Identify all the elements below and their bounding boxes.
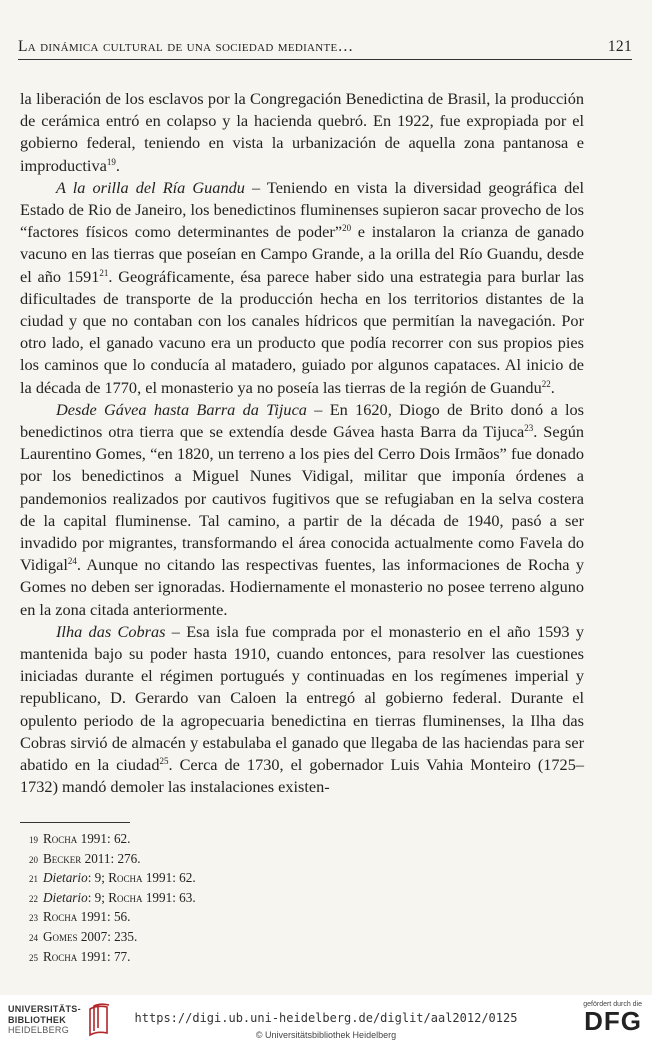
footnote-number: 23 <box>29 913 38 924</box>
footnote-text: Rocha 1991: 77. <box>43 948 131 964</box>
footnote-text: Rocha 1991: 62. <box>43 831 131 846</box>
footnote-rule <box>20 822 130 823</box>
digitization-footer <box>0 995 652 1049</box>
author-name: Rocha <box>108 889 143 905</box>
footnote-number: 21 <box>29 874 38 885</box>
footnote-text: Rocha 1991: 56. <box>43 909 131 925</box>
footnote-ref[interactable]: 25 <box>159 756 169 767</box>
running-title: La dinámica cultural de una sociedad mediante… <box>18 38 354 55</box>
footnote <box>20 850 420 870</box>
funder-logo-text: DFG <box>584 1006 642 1036</box>
footnote-text: Gomes 2007: 235. <box>43 928 138 944</box>
footnote-number: 25 <box>29 952 38 963</box>
footnote-number: 24 <box>29 932 38 943</box>
footnote-ref[interactable]: 22 <box>541 378 551 389</box>
footnote-ref[interactable]: 21 <box>99 267 109 278</box>
copyright-notice: © Universitätsbibliothek Heidelberg <box>255 1030 397 1040</box>
footnote-number: 22 <box>29 893 38 904</box>
library-name-line2: BIBLIOTHEK <box>8 1014 66 1025</box>
author-name: Rocha <box>43 909 78 925</box>
footnote <box>20 869 420 889</box>
library-name-line3: HEIDELBERG <box>8 1025 70 1036</box>
footnote <box>20 948 420 968</box>
author-name: Rocha <box>108 870 143 886</box>
author-name: Rocha <box>43 831 78 846</box>
library-name-line1: UNIVERSITÄTS- <box>8 1004 81 1015</box>
author-name: Gomes <box>43 928 78 944</box>
running-head <box>18 38 632 60</box>
funder-note: gefördert durch die <box>583 1001 642 1008</box>
footnote-ref[interactable]: 24 <box>67 556 77 567</box>
author-name: Becker <box>43 850 82 866</box>
paragraph: Ilha das Cobras – Esa isla fue comprada por el monasterio en el año 1593 y mantenida bajo su poder hasta 1910, cuando entonces, para resolver las cuestiones iniciadas durante el régimen portugués y continuadas en los regímenes imperial y republicano, D. Gerardo van Caloen la entregó al gobierno federal. Durante el opulento periodo de la agropecuaria benedictina en tierras fluminenses, la Ilha das Cobras sirvió de almacén y estabulaba el ganado que llegaba de las haciendas para ser abatido en la ciudad$^{25}$. Cerca de 1730, el gobernador Luis Vahia Monteiro (1725–1732) mandó demoler las instalaciones existen- <box>20 621 584 797</box>
author-name: Rocha <box>43 948 78 964</box>
section-heading: Dietario <box>43 889 88 905</box>
footnotes <box>20 830 420 967</box>
paragraph: Desde Gávea hasta Barra da Tijuca – En 1620, Diogo de Brito donó a los benedictinos otra tierra que se extendía desde Gávea hasta Barra da Tijuca$^{23}$. Según Laurentino Gomes, “en 1820, un terreno a los pies del Cerro Dois Irmãos” fue donado por los benedictinos a Miguel Nunes Vidigal, militar que imponía órdenes a pandemonios realizados por cautivos fugitivos que se refugiaban en la selva costera de la capital fluminense. Tal camino, a partir de la década de 1940, pasó a ser invadido por migrantes, transformando el área conocida actualmente como Favela do Vidigal$^{24}$. Aunque no citando las respectivas fuentes, las informaciones de Rocha y Gomes no deben ser ignoradas. Hodiernamente el monasterio no posee terreno alguno en la zona citada anteriormente. <box>20 399 585 619</box>
footnote-number: 20 <box>29 854 38 865</box>
footnote <box>20 908 420 928</box>
section-heading: Desde Gávea hasta Barra da Tijuca <box>56 399 307 419</box>
section-heading: Dietario <box>43 870 88 886</box>
footnote-text: Becker 2011: 276. <box>43 850 141 866</box>
section-heading: A la orilla del Ría Guandu <box>56 177 245 197</box>
paragraph: A la orilla del Ría Guandu – Teniendo en vista la diversidad geográfica del Estado de Rio de Janeiro, los benedictinos fluminenses supieron sacar provecho de los “factores físicos como determinantes de poder”$^{20}$ e instalaron la crianza de ganado vacuno en las tierras que poseían en Campo Grande, a la orilla del Río Guandu, desde el año 1591$^{21}$. Geográficamente, ésa parece haber sido una estrategia para burlar las dificultades de transporte de la producción hecha en los territorios distantes de la ciudad y que no contaban con los canales hídricos que permitían la navegación. Por otro lado, el ganado vacuno era un producto que podía recorrer con sus propios pies los caminos que lo conducía al matadero, guiado por algunos capataces. Al inicio de la década de 1770, el monasterio ya no poseía las tierras de la región de Guandu$^{22}$. <box>20 177 584 397</box>
page-number: 121 <box>607 38 632 55</box>
footnote-number: 19 <box>29 835 38 845</box>
footnote-ref[interactable]: 20 <box>342 223 352 234</box>
footnote <box>20 830 420 850</box>
body-text <box>20 88 584 799</box>
footnote-text: Dietario: 9; Rocha 1991: 62. <box>43 870 196 886</box>
footnote-ref[interactable]: 23 <box>524 423 534 434</box>
footnote <box>20 889 420 909</box>
dfg-logo[interactable] <box>583 1001 642 1035</box>
footnote-ref[interactable]: 19 <box>106 156 116 167</box>
footnote-text: Dietario: 9; Rocha 1991: 63. <box>43 889 196 905</box>
page-url-link[interactable]: https://digi.ub.uni-heidelberg.de/diglit/aal2012/0125 <box>134 1011 518 1025</box>
section-heading: Ilha das Cobras <box>56 621 166 641</box>
paragraph: la liberación de los esclavos por la Congregación Benedictina de Brasil, la producción de cerámica entró en colapso y la hacienda quebró. En 1922, fue expropiada por el gobierno federal, teniendo en vista la urbanización de aquella zona pantanosa e improductiva$^{19}$. <box>20 89 584 175</box>
footnote <box>20 928 420 948</box>
